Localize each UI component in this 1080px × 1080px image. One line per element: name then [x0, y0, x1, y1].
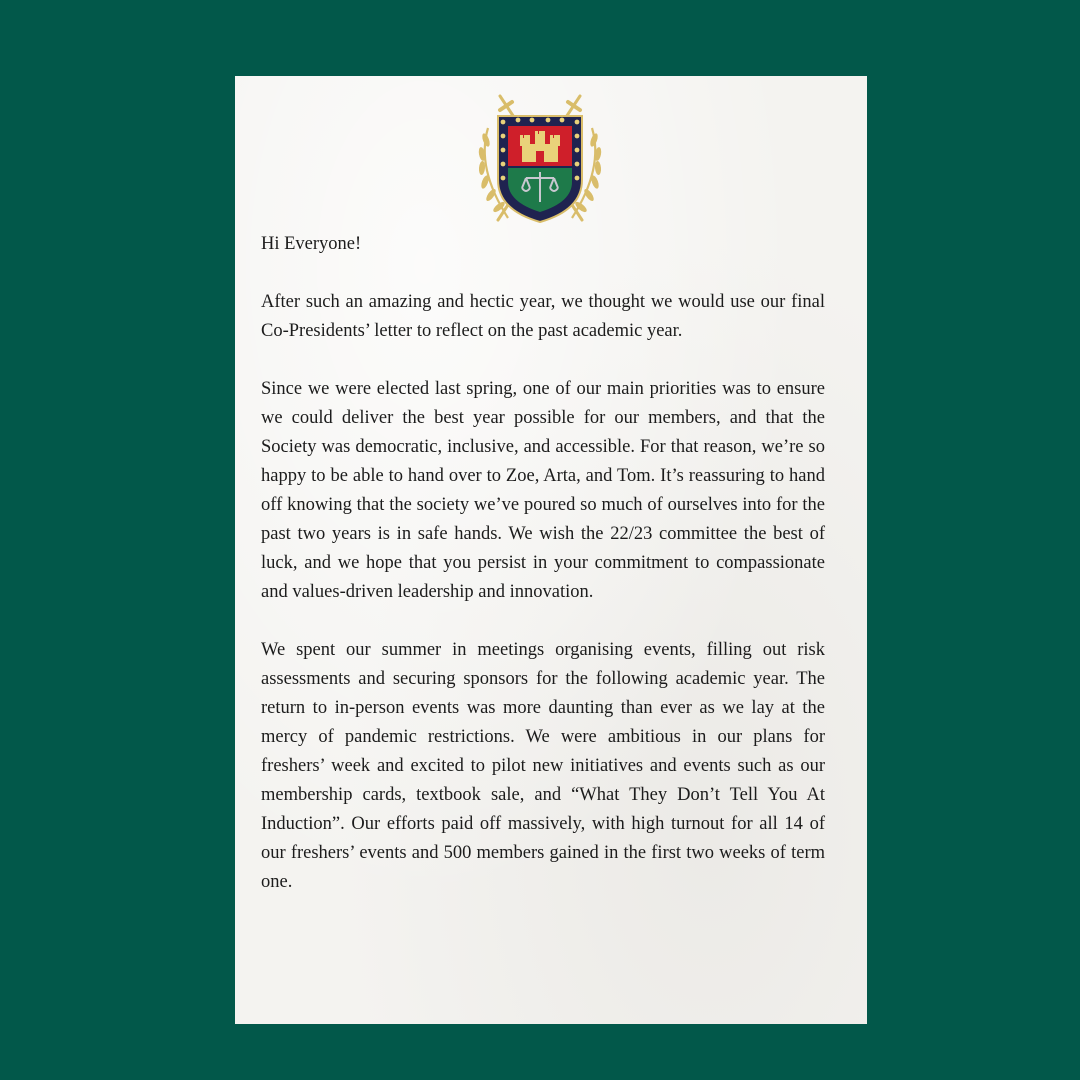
paragraph: After such an amazing and hectic year, we thought we would use our final Co-Presidents’ letter to reflect on the past academic year.	[261, 292, 825, 341]
paragraph: Since we were elected last spring, one of our main priorities was to ensure we could deliver the best year possible for our members, and that the Society was democratic, inclusive, and accessible. For that reason, we’re so happy to be able to hand over to Zoe, Arta, and Tom. It’s reassuring to hand off knowing that the society we’ve poured so much of ourselves into for the past two years is in safe hands. We wish the 22/23 committee the best of luck, and we hope that you persist in your commitment to compassionate and values-driven leadership and innovation.	[261, 379, 825, 602]
paragraph: We spent our summer in meetings organising events, filling out risk assessments and securing sponsors for the following academic year. The return to in-person events was more daunting than ever as we lay at the mercy of pandemic restrictions. We were ambitious in our plans for freshers’ week and excited to pilot new initiatives and events such as our membership cards, textbook sale, and “What They Don’t Tell You At Induction”. Our efforts paid off massively, with high turnout for all 14 of our freshers’ events and 500 members gained in the first two weeks of term one.	[261, 640, 825, 892]
letter-body	[261, 230, 825, 926]
greeting: Hi Everyone!	[261, 234, 362, 254]
letter-page	[235, 76, 867, 1024]
society-crest-icon	[470, 88, 610, 228]
